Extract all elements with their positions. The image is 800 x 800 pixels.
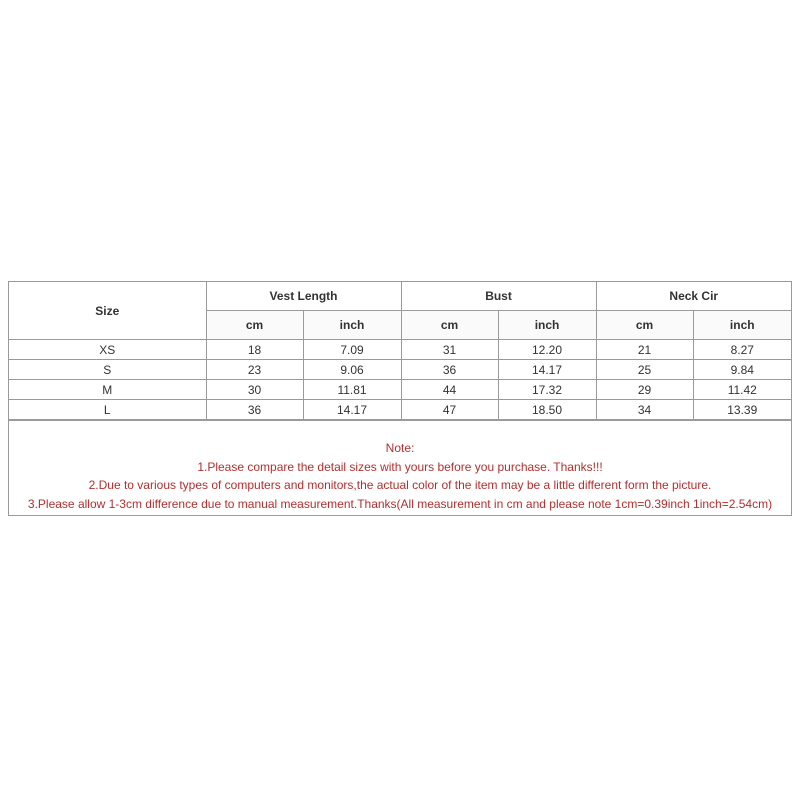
table-row: [9, 400, 791, 420]
size-table: [9, 282, 791, 420]
value-cell: 30: [206, 380, 303, 400]
value-cell: 17.32: [498, 380, 596, 400]
note-line: 3.Please allow 1-3cm difference due to manual measurement.Thanks(All measurement in cm and please note 1cm=0.39inch 1inch=2.54cm): [27, 496, 773, 511]
value-cell: 25: [596, 360, 693, 380]
size-cell: S: [9, 360, 206, 380]
value-cell: 8.27: [693, 340, 791, 360]
unit-header: inch: [498, 311, 596, 340]
size-chart: [8, 281, 792, 516]
size-cell: XS: [9, 340, 206, 360]
unit-header: cm: [401, 311, 498, 340]
value-cell: 23: [206, 360, 303, 380]
value-cell: 7.09: [303, 340, 401, 360]
header-row-groups: [9, 282, 791, 311]
table-row: [9, 380, 791, 400]
group-header-bust: Bust: [401, 282, 596, 311]
value-cell: 34: [596, 400, 693, 420]
note-line: 1.Please compare the detail sizes with yours before you purchase. Thanks!!!: [197, 459, 603, 474]
value-cell: 36: [401, 360, 498, 380]
size-column-header: Size: [9, 282, 206, 340]
size-cell: M: [9, 380, 206, 400]
value-cell: 29: [596, 380, 693, 400]
value-cell: 18.50: [498, 400, 596, 420]
value-cell: 12.20: [498, 340, 596, 360]
value-cell: 14.17: [303, 400, 401, 420]
notes-title: Note:: [385, 441, 415, 455]
group-header-neck-cir: Neck Cir: [596, 282, 791, 311]
notes-section: [9, 420, 791, 515]
table-row: [9, 360, 791, 380]
table-row: [9, 340, 791, 360]
value-cell: 9.06: [303, 360, 401, 380]
group-header-vest-length: Vest Length: [206, 282, 401, 311]
unit-header: inch: [303, 311, 401, 340]
note-line: 2.Due to various types of computers and monitors,the actual color of the item may be a little different form the picture.: [88, 478, 712, 492]
unit-header: cm: [596, 311, 693, 340]
value-cell: 44: [401, 380, 498, 400]
value-cell: 31: [401, 340, 498, 360]
value-cell: 21: [596, 340, 693, 360]
size-cell: L: [9, 400, 206, 420]
unit-header: cm: [206, 311, 303, 340]
value-cell: 13.39: [693, 400, 791, 420]
value-cell: 11.42: [693, 380, 791, 400]
value-cell: 47: [401, 400, 498, 420]
value-cell: 36: [206, 400, 303, 420]
unit-header: inch: [693, 311, 791, 340]
value-cell: 14.17: [498, 360, 596, 380]
value-cell: 9.84: [693, 360, 791, 380]
value-cell: 11.81: [303, 380, 401, 400]
value-cell: 18: [206, 340, 303, 360]
